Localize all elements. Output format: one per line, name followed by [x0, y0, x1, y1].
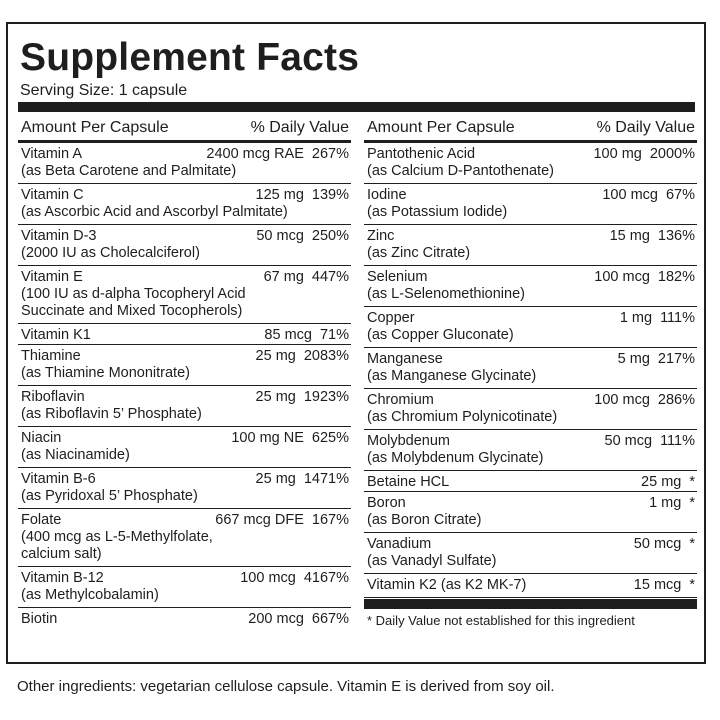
- nutrient-source: Succinate and Mixed Tocopherols): [21, 303, 243, 319]
- nutrient-source: (as Potassium Iodide): [367, 204, 508, 220]
- nutrient-row: [364, 389, 697, 430]
- nutrient-source: (as Boron Citrate): [367, 512, 482, 528]
- nutrient-row: [18, 324, 351, 345]
- nutrient-source: (as Chromium Polynicotinate): [367, 409, 558, 425]
- nutrient-dv: 4167%: [303, 570, 349, 586]
- nutrient-dv: 111%: [660, 310, 695, 326]
- nutrient-line: [21, 348, 349, 365]
- nutrient-amount: 50 mcg: [604, 433, 653, 449]
- nutrient-name: Betaine HCL: [367, 474, 450, 490]
- nutrient-source: (as Molybdenum Glycinate): [367, 450, 544, 466]
- nutrient-line: [367, 228, 695, 245]
- nutrient-line: [367, 577, 695, 594]
- nutrient-amount: 100 mcg: [240, 570, 296, 586]
- nutrient-row: [18, 225, 351, 266]
- nutrient-source: (as Ascorbic Acid and Ascorbyl Palmitate): [21, 204, 288, 220]
- nutrient-name: Vitamin B-6: [21, 471, 96, 487]
- nutrient-line: [367, 433, 695, 450]
- nutrient-source: (as L-Selenomethionine): [367, 286, 525, 302]
- nutrient-amount: 100 mcg: [594, 392, 650, 408]
- nutrient-amount: 125 mg: [255, 187, 304, 203]
- nutrient-line: [21, 327, 349, 344]
- nutrient-name: Biotin: [21, 611, 58, 627]
- nutrient-name: Riboflavin: [21, 389, 85, 405]
- nutrient-dv: 667%: [311, 611, 349, 627]
- nutrient-amount: 100 mg: [593, 146, 642, 162]
- nutrient-name: Iodine: [367, 187, 407, 203]
- nutrient-amount: 100 mcg: [594, 269, 650, 285]
- nutrient-dv: 2083%: [303, 348, 349, 364]
- nutrient-name: Vitamin C: [21, 187, 84, 203]
- nutrient-name: Boron: [367, 495, 406, 511]
- nutrient-name: Pantothenic Acid: [367, 146, 476, 162]
- nutrient-source: (400 mcg as L-5-Methylfolate,: [21, 529, 213, 545]
- nutrient-name: Manganese: [367, 351, 443, 367]
- nutrient-amount: 50 mcg: [633, 536, 682, 552]
- nutrient-source: (as Zinc Citrate): [367, 245, 471, 261]
- nutrient-line: [21, 430, 349, 447]
- nutrient-row: [364, 225, 697, 266]
- nutrient-name: Vitamin E: [21, 269, 83, 285]
- nutrient-name: Chromium: [367, 392, 434, 408]
- right-column: [364, 114, 697, 629]
- nutrient-dv: 71%: [319, 327, 349, 343]
- nutrient-row: [18, 468, 351, 509]
- nutrient-dv: *: [689, 474, 695, 490]
- nutrient-name: Folate: [21, 512, 62, 528]
- nutrient-dv: 136%: [657, 228, 695, 244]
- nutrient-row: [364, 430, 697, 471]
- nutrient-dv: 182%: [657, 269, 695, 285]
- nutrient-source: (as Calcium D-Pantothenate): [367, 163, 554, 179]
- nutrient-amount: 100 mg NE: [231, 430, 304, 446]
- nutrient-name: Vitamin D-3: [21, 228, 97, 244]
- nutrient-amount: 1 mg: [649, 495, 682, 511]
- nutrient-amount: 25 mg: [641, 474, 682, 490]
- nutrient-line: [367, 474, 695, 491]
- nutrient-row: [364, 307, 697, 348]
- nutrient-name: Vitamin B-12: [21, 570, 104, 586]
- nutrient-source: (as Manganese Glycinate): [367, 368, 537, 384]
- nutrient-name: Zinc: [367, 228, 395, 244]
- other-ingredients: Other ingredients: vegetarian cellulose capsule. Vitamin E is derived from soy oil.: [17, 678, 555, 695]
- nutrient-source: (as Pyridoxal 5’ Phosphate): [21, 488, 198, 504]
- nutrient-source: calcium salt): [21, 546, 102, 562]
- supplement-facts-panel: [6, 22, 706, 664]
- left-column: [18, 114, 351, 636]
- nutrient-line: [21, 187, 349, 204]
- nutrient-source: (as Thiamine Mononitrate): [21, 365, 190, 381]
- nutrient-line: [21, 146, 349, 163]
- nutrient-name: Molybdenum: [367, 433, 451, 449]
- nutrient-source: (as Methylcobalamin): [21, 587, 159, 603]
- nutrient-source: (2000 IU as Cholecalciferol): [21, 245, 200, 261]
- nutrient-row: [364, 266, 697, 307]
- nutrient-row: [18, 345, 351, 386]
- dv-header: % Daily Value: [250, 119, 349, 136]
- nutrient-row: [364, 348, 697, 389]
- nutrient-line: [367, 310, 695, 327]
- nutrient-source: (as Beta Carotene and Palmitate): [21, 163, 237, 179]
- nutrient-line: [367, 351, 695, 368]
- daily-value-footnote: * Daily Value not established for this ingredient: [367, 613, 635, 628]
- nutrient-row: [18, 427, 351, 468]
- amount-header: Amount Per Capsule: [367, 119, 515, 136]
- nutrient-line: [367, 269, 695, 286]
- nutrient-line: [367, 392, 695, 409]
- nutrient-dv: 167%: [311, 512, 349, 528]
- nutrient-dv: 217%: [657, 351, 695, 367]
- nutrient-amount: 1 mg: [619, 310, 653, 326]
- nutrient-amount: 100 mcg: [602, 187, 658, 203]
- nutrient-amount: 15 mcg: [633, 577, 682, 593]
- nutrient-dv: 286%: [657, 392, 695, 408]
- nutrient-source: (100 IU as d-alpha Tocopheryl Acid: [21, 286, 246, 302]
- thick-divider: [18, 102, 695, 112]
- nutrient-row: [18, 567, 351, 608]
- nutrient-source: (as Riboflavin 5’ Phosphate): [21, 406, 202, 422]
- nutrient-dv: 447%: [311, 269, 349, 285]
- nutrient-dv: *: [689, 536, 695, 552]
- nutrient-amount: 15 mg: [609, 228, 650, 244]
- nutrient-line: [21, 512, 349, 529]
- nutrient-amount: 25 mg: [255, 389, 296, 405]
- nutrient-row: [18, 143, 351, 184]
- nutrient-row: [364, 533, 697, 574]
- nutrient-source: (as Copper Gluconate): [367, 327, 514, 343]
- nutrient-line: [367, 146, 695, 163]
- nutrient-amount: 667 mcg DFE: [215, 512, 304, 528]
- nutrient-dv: 67%: [665, 187, 695, 203]
- nutrient-line: [367, 536, 695, 553]
- nutrient-line: [367, 495, 695, 512]
- nutrient-line: [21, 611, 349, 628]
- amount-header: Amount Per Capsule: [21, 119, 169, 136]
- nutrient-dv: 2000%: [649, 146, 695, 162]
- nutrient-amount: 85 mcg: [264, 327, 312, 343]
- column-header: [18, 114, 351, 143]
- nutrient-name: Selenium: [367, 269, 428, 285]
- nutrient-source: (as Vanadyl Sulfate): [367, 553, 497, 569]
- nutrient-row: [18, 184, 351, 225]
- nutrient-dv: *: [689, 577, 695, 593]
- nutrient-name: Vitamin K1: [21, 327, 91, 343]
- nutrient-row: [364, 574, 697, 598]
- nutrient-line: [21, 228, 349, 245]
- nutrient-dv: *: [689, 495, 695, 511]
- nutrient-line: [21, 471, 349, 488]
- nutrient-dv: 625%: [311, 430, 349, 446]
- nutrient-amount: 2400 mcg RAE: [206, 146, 304, 162]
- nutrient-dv: 1471%: [303, 471, 349, 487]
- nutrient-list-left: [18, 143, 351, 636]
- panel-title: Supplement Facts: [20, 36, 360, 79]
- nutrient-name: Vitamin A: [21, 146, 82, 162]
- nutrient-amount: 25 mg: [255, 348, 296, 364]
- nutrient-row: [18, 266, 351, 324]
- nutrient-list-right: [364, 143, 697, 598]
- nutrient-row: [18, 608, 351, 636]
- nutrient-amount: 25 mg: [255, 471, 296, 487]
- nutrient-row: [18, 386, 351, 427]
- nutrient-name: Thiamine: [21, 348, 81, 364]
- nutrient-row: [364, 471, 697, 492]
- nutrient-amount: 50 mcg: [256, 228, 304, 244]
- nutrient-name: Vitamin K2 (as K2 MK-7): [367, 577, 527, 593]
- nutrient-name: Vanadium: [367, 536, 432, 552]
- nutrient-amount: 67 mg: [263, 269, 304, 285]
- nutrient-amount: 5 mg: [617, 351, 650, 367]
- nutrient-name: Copper: [367, 310, 415, 326]
- nutrient-dv: 250%: [311, 228, 349, 244]
- nutrient-amount: 200 mcg: [248, 611, 304, 627]
- nutrient-name: Niacin: [21, 430, 62, 446]
- serving-size: Serving Size: 1 capsule: [20, 82, 188, 99]
- nutrient-row: [364, 492, 697, 533]
- nutrient-dv: 1923%: [303, 389, 349, 405]
- nutrient-line: [21, 269, 349, 286]
- nutrient-dv: 267%: [311, 146, 349, 162]
- nutrient-line: [367, 187, 695, 204]
- nutrient-row: [18, 509, 351, 567]
- nutrient-dv: 139%: [311, 187, 349, 203]
- thick-divider: [364, 599, 697, 609]
- nutrient-row: [364, 184, 697, 225]
- column-header: [364, 114, 697, 143]
- dv-header: % Daily Value: [596, 119, 695, 136]
- nutrient-dv: 111%: [660, 433, 695, 449]
- nutrient-source: (as Niacinamide): [21, 447, 130, 463]
- nutrient-row: [364, 143, 697, 184]
- nutrient-line: [21, 570, 349, 587]
- nutrient-line: [21, 389, 349, 406]
